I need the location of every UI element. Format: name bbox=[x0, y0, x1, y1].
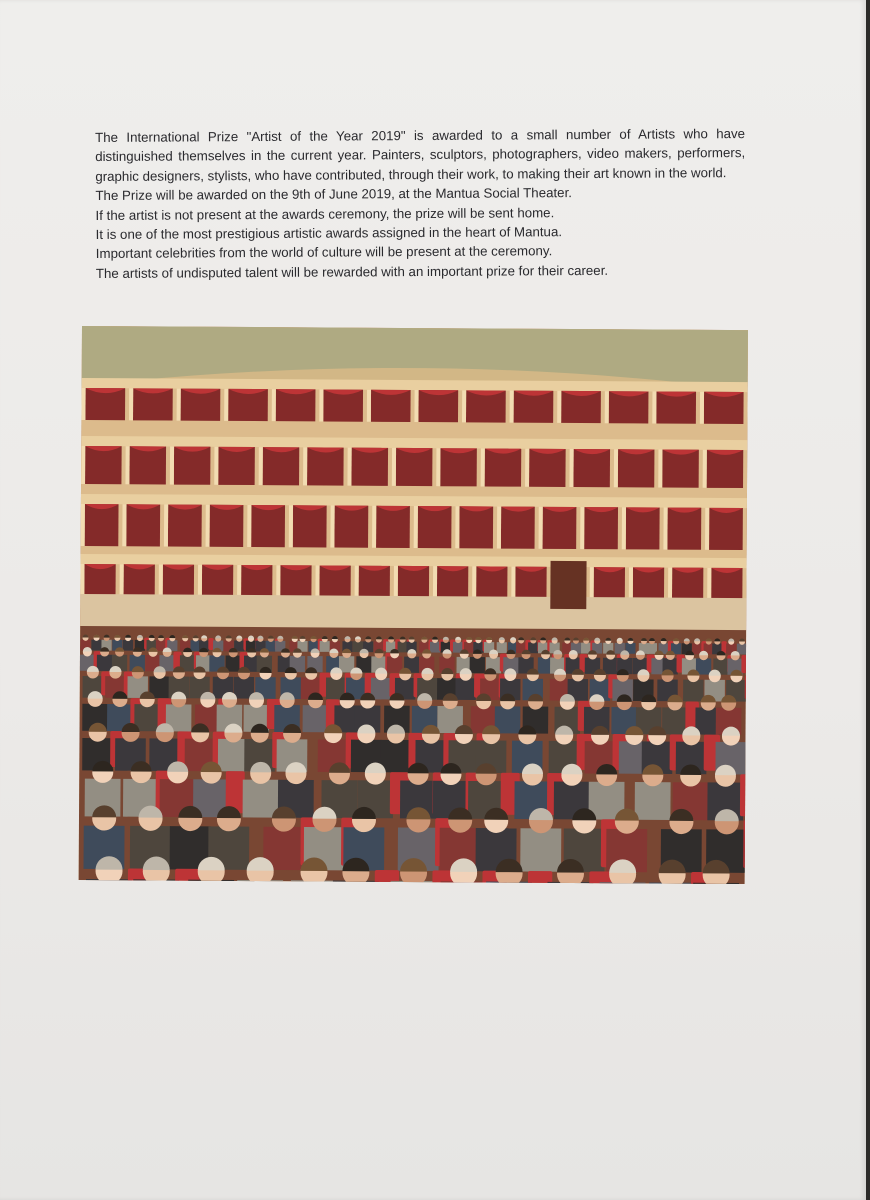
paragraph-date: The Prize will be awarded on the 9th of June 2019, at the Mantua Social Theater. bbox=[95, 185, 572, 204]
theater-illustration bbox=[79, 326, 748, 884]
paragraph-celebrities: Important celebrities from the world of culture will be present at the ceremony. bbox=[95, 243, 553, 262]
document-text bbox=[95, 124, 746, 283]
show-through-text-2 bbox=[0, 965, 866, 1012]
light-overlay bbox=[79, 326, 748, 884]
paragraph-absent: If the artist is not present at the awards ceremony, the prize will be sent home. bbox=[95, 204, 555, 223]
paragraph-prestige: It is one of the most prestigious artistic awards assigned in the heart of Mantua. bbox=[95, 224, 563, 243]
paragraph-intro: The International Prize "Artist of the Year 2019" is awarded to a small number of Artists who have distinguished themselves in the current year. Painters, sculptors, photographers, video makers, performers, graphic designers, stylists, who have contributed, through their work, to making their art known in the world. bbox=[95, 126, 746, 184]
table-edge bbox=[866, 0, 870, 1200]
theater-photo bbox=[79, 326, 748, 884]
show-through-text bbox=[0, 905, 866, 960]
paragraph-talent: The artists of undisputed talent will be rewarded with an important prize for their career. bbox=[95, 262, 609, 281]
